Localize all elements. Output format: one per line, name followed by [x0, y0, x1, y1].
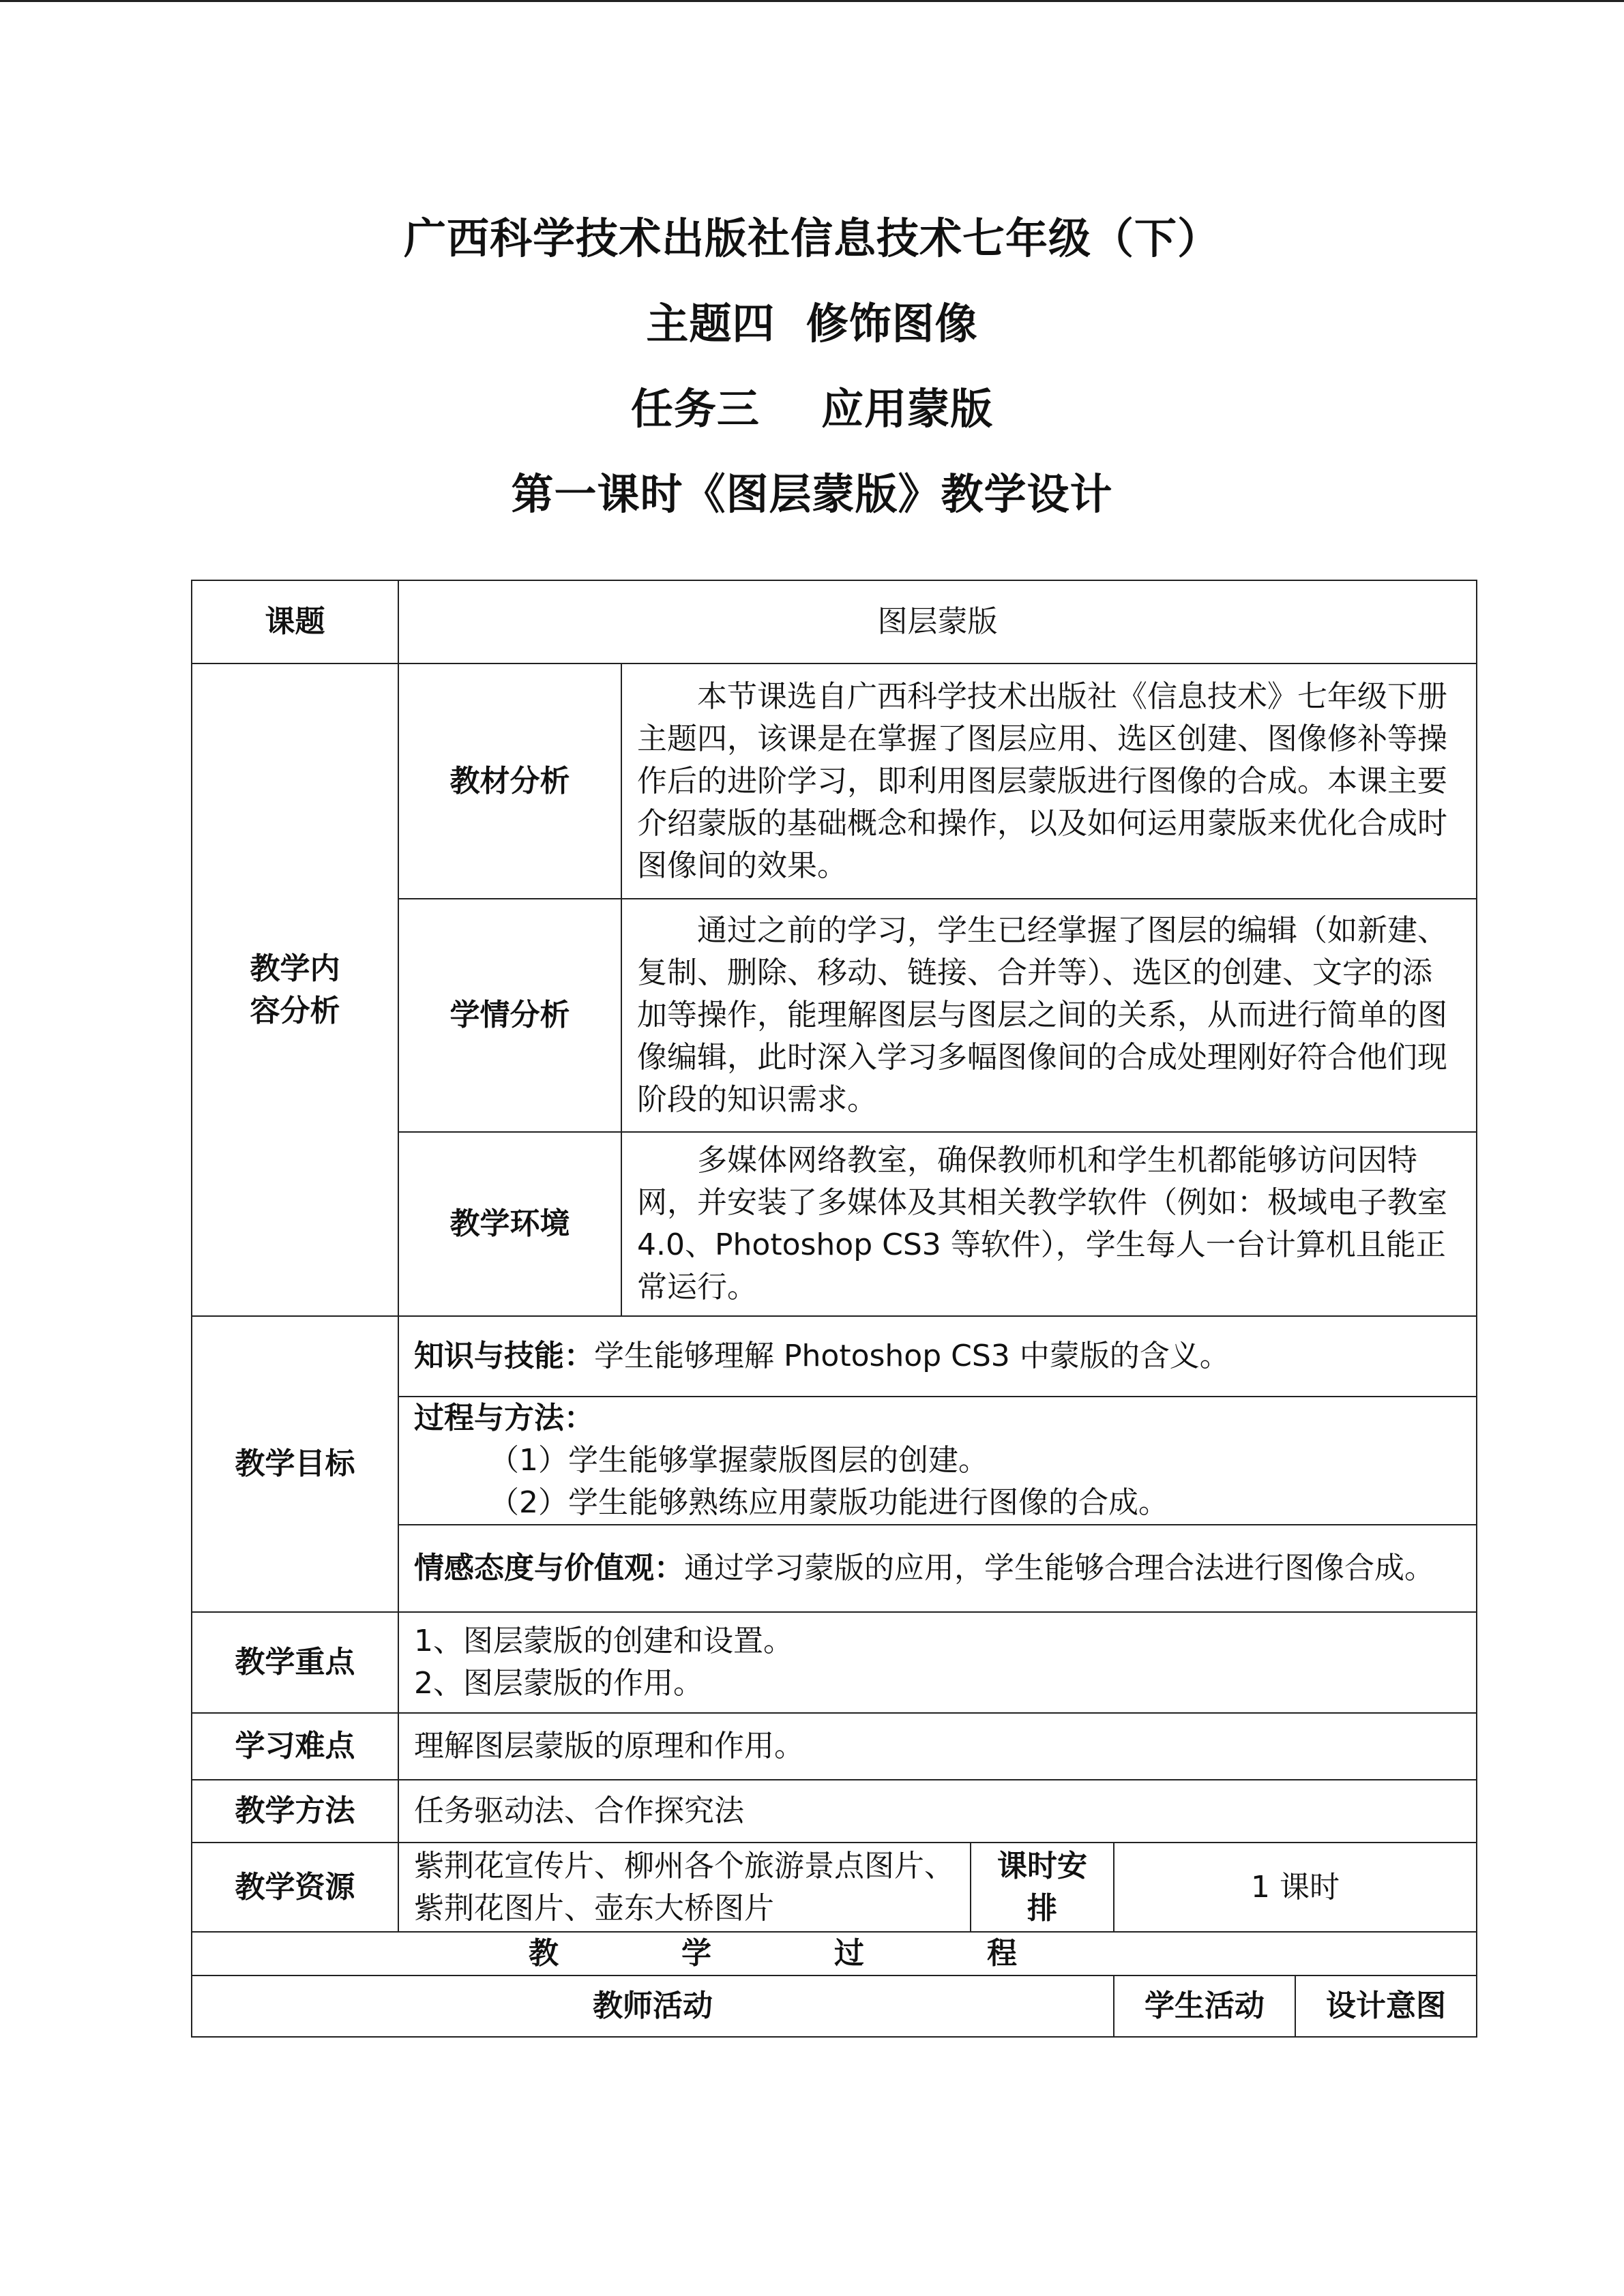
goals-label: 教学目标: [192, 1316, 398, 1612]
key-point-2: 2、图层蒙版的作用。: [414, 1666, 703, 1701]
emotion-cell: [398, 1525, 1477, 1612]
resource-label: 教学资源: [192, 1843, 398, 1932]
difficulty-row: [192, 1713, 1477, 1780]
hours-label: 课时安排: [971, 1843, 1114, 1932]
topic-label: 课题: [192, 580, 398, 664]
key-points-cell: [398, 1612, 1477, 1713]
difficulty-text: 理解图层蒙版的原理和作用。: [398, 1713, 1477, 1780]
key-point-1: 1、图层蒙版的创建和设置。: [414, 1624, 793, 1658]
materials-row: [192, 664, 1477, 899]
environment-label: 教学环境: [398, 1132, 621, 1316]
method-row: [192, 1780, 1477, 1843]
publisher-title: 广西科学技术出版社信息技术七年级（下）: [403, 213, 1220, 263]
students-text: 通过之前的学习，学生已经掌握了图层的编辑（如新建、复制、删除、移动、链接、合并等）、选区的创建、文字的添加等操作，能理解图层与图层之间的关系，从而进行简单的图像编辑，此时深入学习多幅图像间的合成处理刚好符合他们现阶段的知识需求。: [621, 899, 1477, 1132]
skill-text: 学生能够理解 Photoshop CS3 中蒙版的含义。: [594, 1339, 1230, 1373]
lesson-plan-table: [191, 580, 1477, 2038]
theme-title: 主题四 修饰图像: [646, 299, 978, 348]
emotion-label: 情感态度与价值观：: [414, 1551, 684, 1585]
method-text: 任务驱动法、合作探究法: [398, 1780, 1477, 1843]
emotion-text: 通过学习蒙版的应用，学生能够合理合法进行图像合成。: [684, 1551, 1434, 1585]
task-title: 任务三 应用蒙版: [630, 384, 994, 434]
process-cell: [398, 1397, 1477, 1525]
method-label: 教学方法: [192, 1780, 398, 1843]
student-activity-header: 学生活动: [1114, 1976, 1295, 2037]
difficulty-label: 学习难点: [192, 1713, 398, 1780]
content-analysis-label: 教学内容分析: [192, 664, 398, 1316]
page-top-border: [0, 0, 1624, 2]
process-item-1: （1）学生能够掌握蒙版图层的创建。: [489, 1443, 988, 1478]
design-intent-header: 设计意图: [1295, 1976, 1477, 2037]
materials-text: 本节课选自广西科学技术出版社《信息技术》七年级下册主题四，该课是在掌握了图层应用、选区创建、图像修补等操作后的进阶学习，即利用图层蒙版进行图像的合成。本课主要介绍蒙版的基础概念和操作，以及如何运用蒙版来优化合成时图像间的效果。: [621, 664, 1477, 899]
process-label: 过程与方法：: [414, 1401, 594, 1435]
resource-text: 紫荆花宣传片、柳州各个旅游景点图片、紫荆花图片、壶东大桥图片: [398, 1843, 971, 1932]
resource-row: [192, 1843, 1477, 1932]
activity-columns-row: [192, 1976, 1477, 2037]
key-points-row: [192, 1612, 1477, 1713]
lesson-title: 第一课时《图层蒙版》教学设计: [511, 469, 1113, 519]
process-item-2: （2）学生能够熟练应用蒙版功能进行图像的合成。: [489, 1485, 1168, 1520]
topic-row: [192, 580, 1477, 664]
hours-value: 1 课时: [1114, 1843, 1477, 1932]
environment-text: 多媒体网络教室，确保教师机和学生机都能够访问因特网，并安装了多媒体及其相关教学软件（例如：极域电子教室 4.0、Photoshop CS3 等软件），学生每人一台计算机且能正常运行。: [621, 1132, 1477, 1316]
teacher-activity-header: 教师活动: [192, 1976, 1114, 2037]
students-label: 学情分析: [398, 899, 621, 1132]
skill-cell: [398, 1316, 1477, 1397]
topic-value: 图层蒙版: [398, 580, 1477, 664]
skill-row: [192, 1316, 1477, 1397]
skill-label: 知识与技能：: [414, 1339, 594, 1373]
process-header-row: [192, 1932, 1477, 1976]
materials-label: 教材分析: [398, 664, 621, 899]
process-header: 教学过程: [192, 1932, 1477, 1976]
key-points-label: 教学重点: [192, 1612, 398, 1713]
